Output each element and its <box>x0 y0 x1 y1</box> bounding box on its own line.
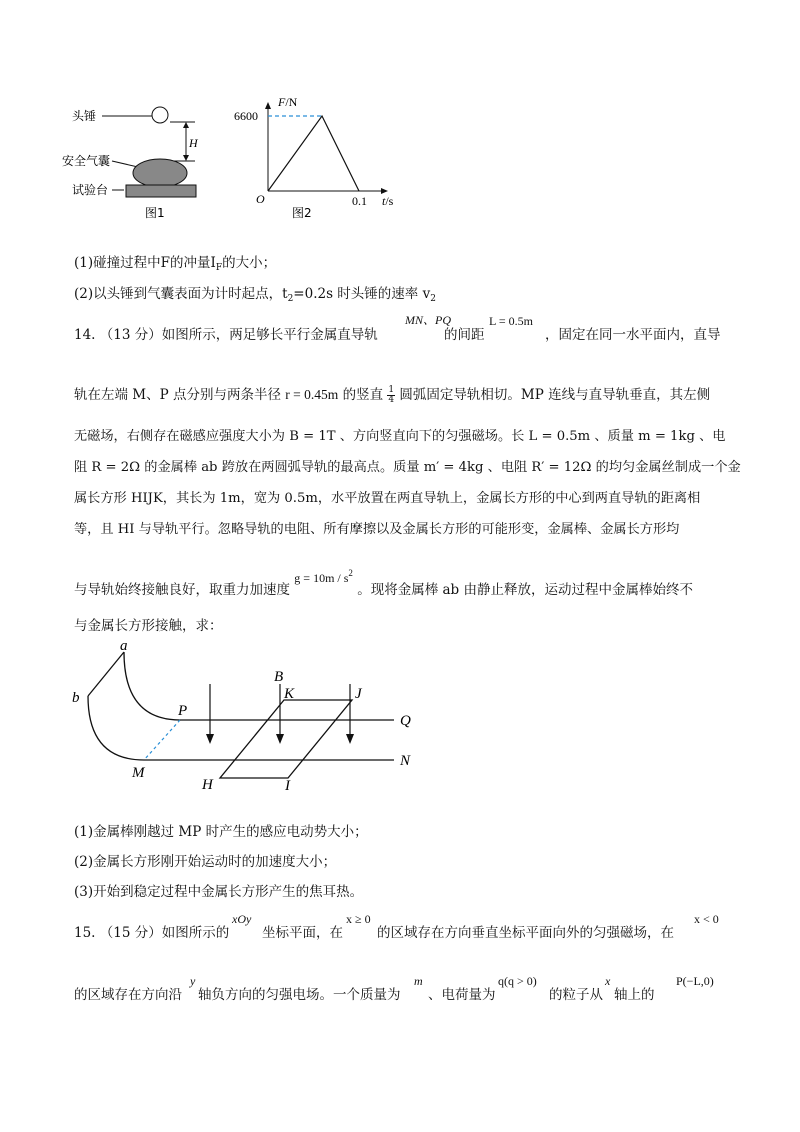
q14-L-value: L = 0.5m <box>489 314 533 328</box>
fig1-caption: 图1 <box>145 206 165 220</box>
arc-rail-lower <box>88 696 144 760</box>
h-arrow-up <box>183 122 189 128</box>
h-label: H <box>189 136 198 150</box>
q15-cond1: x ≥ 0 <box>346 912 371 926</box>
q15-line2-c: 、电荷量为 <box>428 987 496 1003</box>
field-arrowhead-2 <box>276 734 284 744</box>
q15-line1-c: 的区域存在方向垂直坐标平面向外的匀强磁场，在 <box>377 925 674 941</box>
field-arrowhead-3 <box>346 734 354 744</box>
quarter-fraction: $\frac{1}{4}$ <box>388 385 395 405</box>
q15-line2-a: 的区域存在方向沿 <box>74 987 182 1003</box>
field-arrowhead-1 <box>206 734 214 744</box>
hammer-label: 头锤 <box>72 109 97 123</box>
rod-ab <box>88 652 124 696</box>
q15-number: 15. <box>74 925 96 941</box>
label-P: P <box>178 703 188 719</box>
q14-sub1: (1)金属棒刚越过 MP 时产生的感应电动势大小； <box>74 824 368 840</box>
label-H: H <box>202 777 213 793</box>
q14-line8: 与金属长方形接触，求： <box>74 618 223 634</box>
figure-2 <box>232 95 412 230</box>
label-a: a <box>120 640 128 654</box>
airbag-label: 安全气囊 <box>62 154 111 168</box>
force-curve <box>268 116 359 191</box>
airbag-pointer <box>112 161 138 167</box>
q14-line6: 等，且 HI 与导轨平行。忽略导轨的电阻、所有摩擦以及金属长方形的可能形变，金属棒、金属长方形均 <box>74 522 680 537</box>
q14-line5: 属长方形 HIJK，其长为 1m，宽为 0.5m，水平放置在两直导轨上，金属长方形的中心到两直导轨的距离相 <box>74 491 701 506</box>
rectangle-HIJK <box>220 700 352 778</box>
q14-line3: 无磁场，右侧存在磁感应强度大小为 B = 1T 、方向竖直向下的匀强磁场。长 L = 0.5m 、质量 m = 1kg 、电 <box>74 429 726 444</box>
q14-number: 14. <box>74 327 96 343</box>
label-Q: Q <box>400 713 411 729</box>
figure-1 <box>60 95 210 230</box>
q15-axis-x: x <box>605 974 611 988</box>
mp-dashed-line <box>144 720 180 760</box>
q14-line2: 轨在左端 M、P 点分别与两条半径 r = 0.45m 的竖直 $\frac{1}{4}$ 圆弧固定导轨相切。MP 连线与直导轨垂直，其左侧 <box>74 385 711 405</box>
q15-line1: 15. （15 分）如图所示的 <box>74 925 230 941</box>
platform <box>126 185 196 197</box>
q14-sub2: (2)金属长方形刚开始运动时的加速度大小； <box>74 854 337 870</box>
label-M: M <box>132 765 145 781</box>
q15-charge: q(q > 0) <box>498 974 537 988</box>
h-arrow-down <box>183 155 189 161</box>
q14-line1-end: ，固定在同一水平面内，直导 <box>545 327 721 343</box>
q14-sub3: (3)开始到稳定过程中金属长方形产生的焦耳热。 <box>74 884 364 900</box>
figure-3 <box>62 640 432 800</box>
q14-rails: MN、PQ <box>405 313 451 327</box>
q15-point: P(−L,0) <box>676 974 714 988</box>
peak-value-label: 6600 <box>234 109 258 123</box>
origin-label: O <box>256 192 265 206</box>
q15-line1-b: 坐标平面，在 <box>262 925 343 941</box>
q14-spacing-text: 的间距 <box>444 327 485 343</box>
hammer-head <box>152 107 168 123</box>
label-N: N <box>400 753 411 769</box>
q15-cond2: x < 0 <box>694 912 719 926</box>
arc-rail-upper <box>124 652 180 720</box>
q13-part2: (2)以头锤到气囊表面为计时起点，$t_2=0.2s$ 时头锤的速率 $v_2$ <box>74 286 436 304</box>
q14-line7: 与导轨始终接触良好，取重力加速度 $g = 10m / s^2$ 。现将金属棒 ab 由静止释放，运动过程中金属棒始终不 <box>74 568 693 598</box>
label-B: B <box>274 669 284 685</box>
label-b: b <box>72 690 80 706</box>
fig2-caption: 图2 <box>292 206 312 220</box>
y-axis-arrow <box>265 102 271 109</box>
q14-line4: 阻 R = 2Ω 的金属棒 ab 跨放在两圆弧导轨的最高点。质量 m′ = 4kg 、电阻 R′ = 12Ω 的均匀金属丝制成一个金 <box>74 460 741 475</box>
q14-line1: 14. （13 分）如图所示，两足够长平行金属直导轨 <box>74 327 378 343</box>
q15-line2-b: 轴负方向的匀强电场。一个质量为 <box>198 987 401 1003</box>
x-axis-label: t/s <box>382 194 394 208</box>
label-I: I <box>285 778 290 794</box>
airbag <box>133 159 187 187</box>
q15-line2-d: 的粒子从 <box>549 987 603 1003</box>
q15-mass: m <box>414 974 423 988</box>
label-K: K <box>284 686 295 702</box>
platform-label: 试验台 <box>72 183 109 197</box>
q15-line2-e: 轴上的 <box>614 987 655 1003</box>
x-tick-label: 0.1 <box>352 194 367 208</box>
q15-axis-y: y <box>190 974 196 988</box>
y-axis-label: F/N <box>278 95 298 109</box>
label-J: J <box>355 686 362 702</box>
q15-plane: xOy <box>232 912 252 926</box>
q13-part1: (1)碰撞过程中F的冲量$I_F$的大小； <box>74 255 277 273</box>
